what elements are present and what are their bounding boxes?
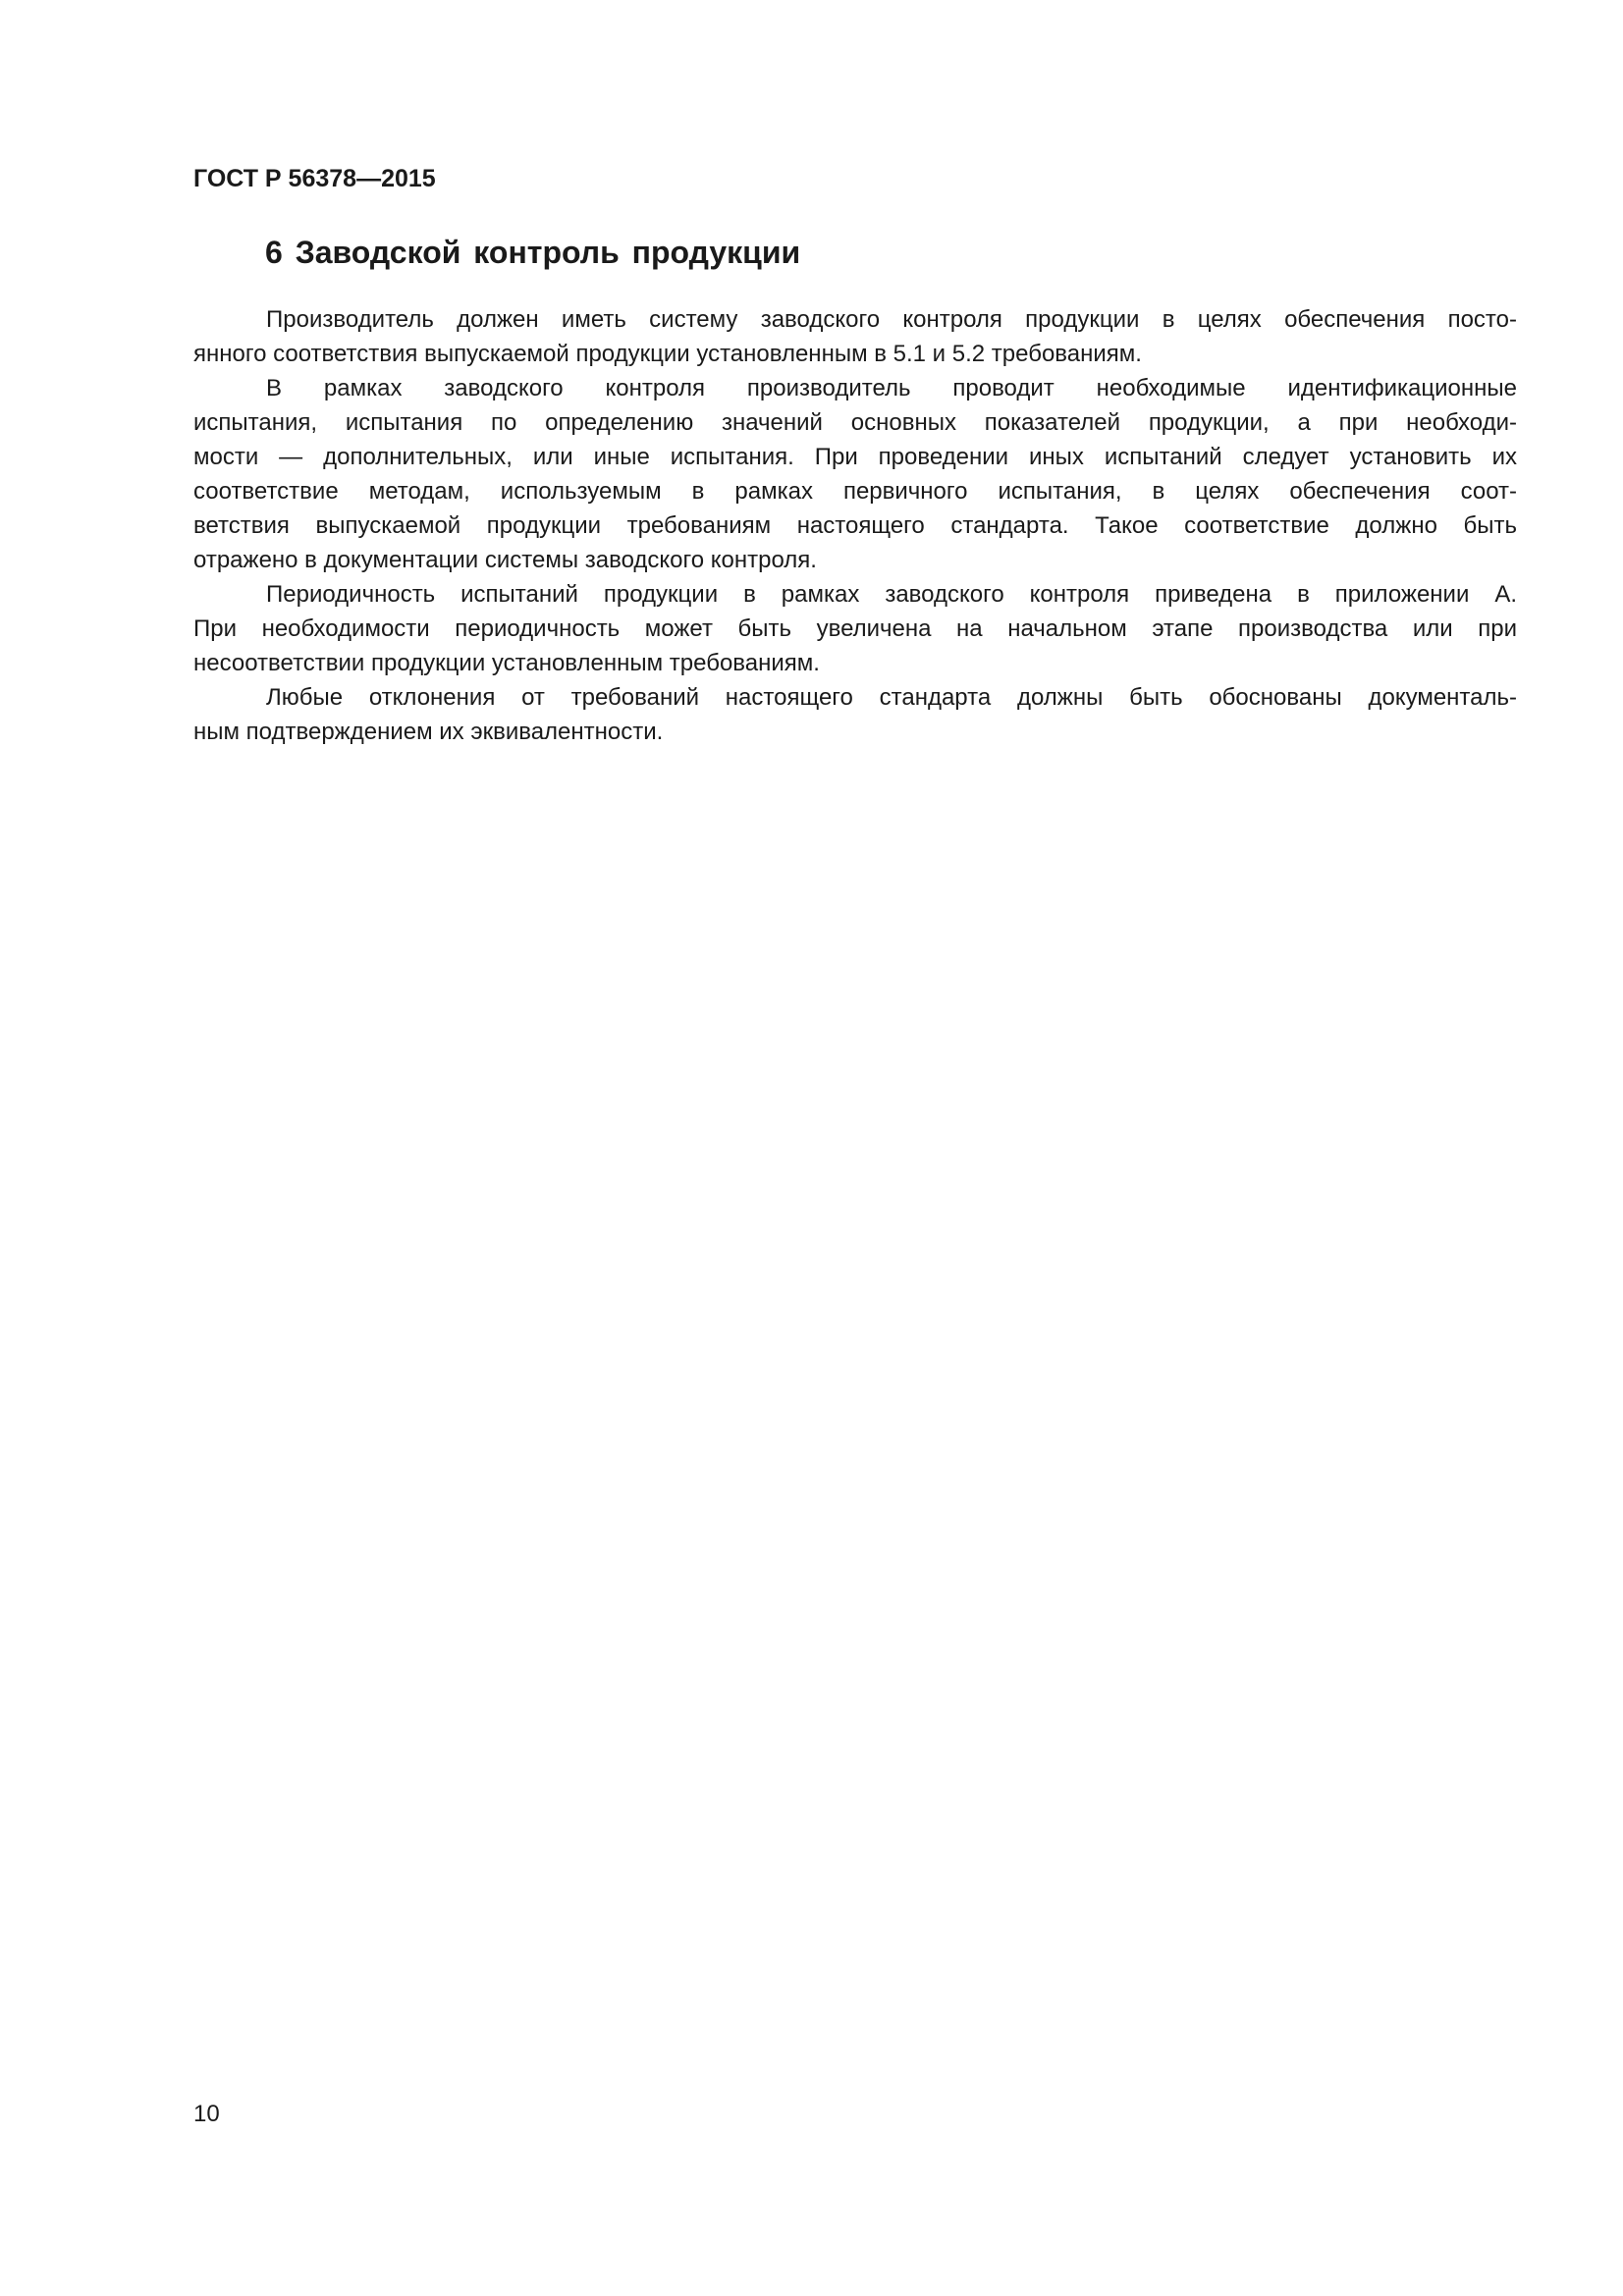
text-line: соответствие методам, используемым в рамках первичного испытания, в целях обеспечения соот-: [193, 478, 1517, 505]
paragraph: [193, 371, 1517, 577]
section-heading: 6 Заводской контроль продукции: [265, 235, 801, 270]
text-line: Производитель должен иметь систему заводского контроля продукции в целях обеспечения посто-: [266, 306, 1517, 333]
text-line: испытания, испытания по определению значений основных показателей продукции, а при необходи-: [193, 409, 1517, 436]
text-line: несоответствии продукции установленным требованиям.: [193, 650, 820, 676]
document-code-header: ГОСТ Р 56378—2015: [193, 165, 436, 192]
text-line: ветствия выпускаемой продукции требованиям настоящего стандарта. Такое соответствие должно быть: [193, 512, 1517, 539]
text-line: мости — дополнительных, или иные испытания. При проведении иных испытаний следует установить их: [193, 444, 1517, 470]
paragraph: [193, 577, 1517, 680]
text-line: янного соответствия выпускаемой продукции установленным в 5.1 и 5.2 требованиям.: [193, 341, 1142, 367]
section-body: [193, 302, 1517, 749]
page-number: 10: [193, 2101, 220, 2127]
text-line: Любые отклонения от требований настоящего стандарта должны быть обоснованы документаль-: [266, 684, 1517, 711]
text-line: В рамках заводского контроля производитель проводит необходимые идентификационные: [266, 375, 1517, 401]
paragraph: [193, 680, 1517, 749]
paragraph: [193, 302, 1517, 371]
text-line: Периодичность испытаний продукции в рамках заводского контроля приведена в приложении А.: [266, 581, 1517, 608]
text-line: ным подтверждением их эквивалентности.: [193, 719, 664, 745]
text-line: отражено в документации системы заводского контроля.: [193, 547, 817, 573]
text-line: При необходимости периодичность может быть увеличена на начальном этапе производства или при: [193, 615, 1517, 642]
